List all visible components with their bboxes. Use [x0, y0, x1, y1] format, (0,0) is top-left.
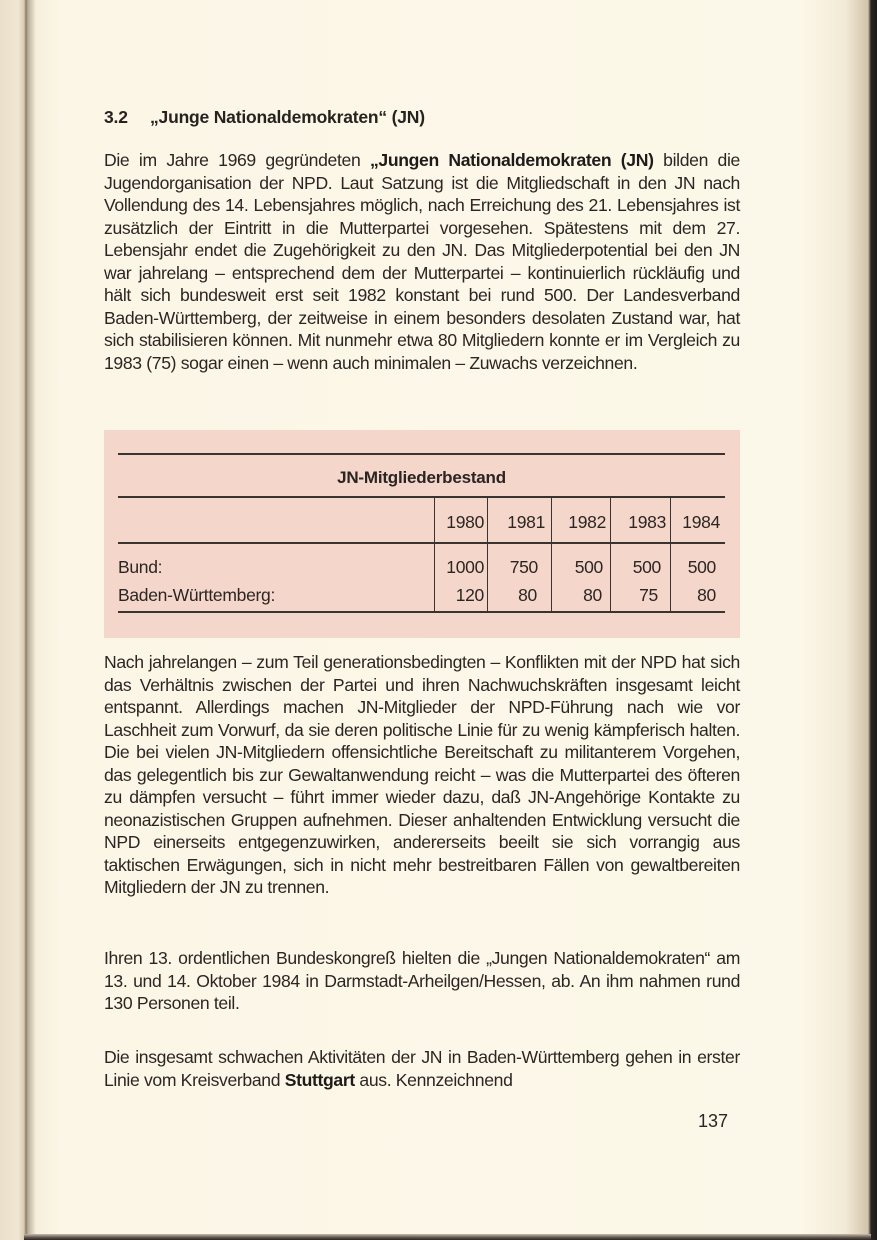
- paragraph-text: aus. Kennzeichnend: [354, 1069, 513, 1090]
- table-cell: 500: [632, 557, 661, 577]
- year-header: 1980: [446, 512, 484, 532]
- table-cell: 500: [574, 557, 603, 577]
- row-label-baden-wuerttemberg: Baden-Württemberg:: [118, 585, 276, 605]
- year-header: 1984: [682, 512, 720, 532]
- table-bottom-rule: [118, 611, 725, 613]
- paragraph-congress: Ihren 13. ordentlichen Bundeskongreß hielten die „Jungen Nationaldemokraten“ am 13. und 14. Oktober 1984 in Darmstadt-Arheilgen/Hessen, ab. An ihm nahmen rund 130 Personen teil.: [104, 948, 740, 1013]
- year-header: 1983: [628, 512, 666, 532]
- page-number: 137: [698, 1111, 729, 1131]
- table-top-rule: [118, 453, 725, 455]
- table-cell: 1000: [446, 557, 484, 577]
- paragraph-intro: [104, 149, 740, 374]
- table-cell: 80: [697, 585, 716, 605]
- paragraph-activities: [104, 1046, 740, 1091]
- paragraph-text: Die im Jahre 1969 gegründeten: [104, 150, 370, 170]
- paragraph-text: Die insgesamt schwachen Aktivitäten der JN in Baden-Württemberg gehen in erster Linie vom Kreisverband: [104, 1047, 740, 1090]
- paragraph-conflicts: Nach jahrelangen – zum Teil generationsbedingten – Konflikten mit der NPD hat sich das Verhältnis zwischen der Partei und ihren Nachwuchskräften insgesamt leicht entspannt. Allerdings machen JN-Mitglieder der NPD-Führung nach wie vor Laschheit zum Vorwurf, da sie deren politische Linie für zu wenig kämpferisch halten. Die bei vielen JN-Mitgliedern offensichtliche Bereitschaft zu militanterem Vorgehen, das gelegentlich bis zur Gewaltanwendung reicht – was die Mutterpartei des öfteren zu dämpfen versucht – führt immer wieder dazu, daß JN-Angehörige Kontakte zu neonazistischen Gruppen aufnehmen. Dieser anhaltenden Entwicklung versucht die NPD einerseits entgegenzuwirken, andererseits beeilt sie sich vorrangig aus taktischen Erwägungen, sich in nicht mehr bestreitbaren Fällen von gewaltbereiten Mitgliedern der JN zu trennen.: [104, 652, 740, 897]
- table-cell: 80: [518, 585, 537, 605]
- row-label-bund: Bund:: [118, 557, 163, 577]
- paragraph-text: bilden die Jugendorganisation der NPD. Laut Satzung ist die Mitgliedschaft in den JN nach Vollendung des 14. Lebensjahres möglich, nach Erreichung des 21. Lebensjahres ist zusätzlich der Eintritt in die Mutterpartei vorgesehen. Spätestens mit dem 27. Lebensjahr endet die Zugehörigkeit zu den JN. Das Mitgliederpotential bei den JN war jahrelang – entsprechend dem der Mutterpartei – kontinuierlich rückläufig und hält sich bundesweit erst seit 1982 konstant bei rund 500. Der Landesverband Baden-Württemberg, der zeitweise in einem besonders desolaten Zustand war, hat sich stabilisieren können. Mit nunmehr etwa 80 Mitgliedern konnte er im Vergleich zu 1983 (75) sogar einen – wenn auch minimalen – Zuwachs verzeichnen.: [104, 150, 740, 373]
- table-title: JN-Mitgliederbestand: [337, 468, 506, 487]
- table-header-rule: [118, 542, 725, 544]
- section-heading: [104, 107, 425, 128]
- year-header: 1981: [507, 512, 545, 532]
- membership-table: [104, 430, 740, 638]
- table-cell: 120: [455, 585, 484, 605]
- emphasis-city: Stuttgart: [284, 1069, 355, 1090]
- section-title: „Junge Nationaldemokraten“ (JN): [150, 107, 425, 127]
- emphasis-organization-name: „Jungen Nationaldemokraten (JN): [369, 150, 654, 170]
- table-title-rule: [118, 496, 725, 498]
- year-header: 1982: [568, 512, 606, 532]
- table-cell: 750: [509, 557, 538, 577]
- table-cell: 80: [583, 585, 602, 605]
- table-cell: 75: [639, 585, 658, 605]
- table-cell: 500: [687, 557, 716, 577]
- page-bottom-edge: [24, 1234, 871, 1240]
- section-number: 3.2: [104, 107, 128, 127]
